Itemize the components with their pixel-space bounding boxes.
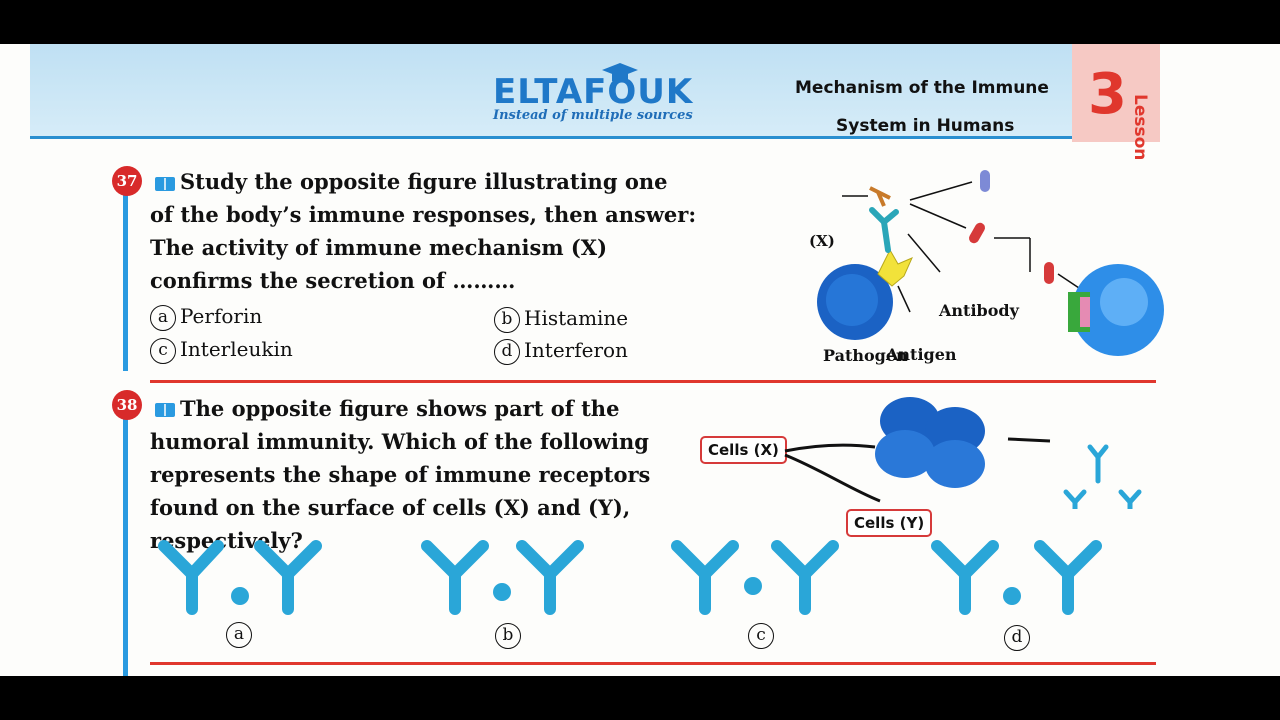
- q37-option-b[interactable]: b Histamine: [494, 306, 628, 333]
- q38-figure: [780, 389, 1160, 509]
- q38-option-a[interactable]: a: [226, 622, 252, 648]
- q38-line-1: The opposite figure shows part of the: [180, 396, 620, 421]
- q37-line-3: The activity of immune mechanism (X): [150, 235, 608, 260]
- antibody-figure: [872, 210, 896, 250]
- q38-option-d[interactable]: d: [1004, 625, 1030, 651]
- q37-line-1: Study the opposite figure illustrating one: [180, 169, 668, 194]
- q37-figure: [800, 162, 1180, 372]
- target-cell: [1068, 264, 1164, 356]
- q37-side-line: [123, 176, 128, 371]
- q37-line-4: confirms the secretion of ………: [150, 268, 516, 293]
- figure-label-pathogen: Pathogen: [823, 346, 908, 365]
- q38-stem: [150, 392, 790, 557]
- secreted-molecules: [967, 170, 1054, 284]
- q37-number-badge: 37: [112, 166, 142, 196]
- q38-line-3: represents the shape of immune receptors: [150, 462, 651, 487]
- receptor-shapes: [164, 546, 1096, 609]
- free-antibodies: [1066, 447, 1139, 509]
- q37-line-2: of the body’s immune responses, then answer:: [150, 202, 697, 227]
- q38-option-c[interactable]: c: [748, 623, 774, 649]
- figure-label-x: (X): [809, 232, 835, 250]
- q38-number-badge: 38: [112, 390, 142, 420]
- arrows: [898, 182, 1085, 312]
- textbook-page: [0, 44, 1280, 676]
- cells-x-label: Cells (X): [700, 436, 787, 464]
- bottom-divider: [150, 662, 1156, 665]
- logo-title: ELTAFOUK: [493, 72, 694, 112]
- figure-label-antibody: Antibody: [939, 301, 1019, 320]
- q38-line-4: found on the surface of cells (X) and (Y), respectively?: [150, 495, 631, 553]
- q37-stem: [150, 165, 710, 297]
- q38-option-b[interactable]: b: [495, 623, 521, 649]
- lesson-number: 3: [1088, 62, 1127, 127]
- lesson-title-line1: Mechanism of the Immune: [795, 78, 1049, 98]
- figure-label-antigen: Antigen: [886, 345, 957, 364]
- q37-option-c[interactable]: c Interleukin: [150, 337, 293, 364]
- lesson-label: Lesson: [1130, 94, 1150, 161]
- q38-side-line: [123, 406, 128, 676]
- cells-y-label: Cells (Y): [846, 509, 932, 537]
- q37-option-d[interactable]: d Interferon: [494, 338, 628, 365]
- section-divider: [150, 380, 1156, 383]
- lesson-title-line2: System in Humans: [836, 116, 1015, 136]
- logo-subtitle: Instead of multiple sources: [493, 108, 693, 123]
- crescent-molecules: [231, 577, 1021, 605]
- q38-line-2: humoral immunity. Which of the following: [150, 429, 649, 454]
- mechanism-x-molecule: [870, 188, 890, 206]
- cell-cluster: [875, 397, 985, 488]
- q37-option-a[interactable]: a Perforin: [150, 304, 262, 331]
- q38-options-figure: [150, 534, 1160, 634]
